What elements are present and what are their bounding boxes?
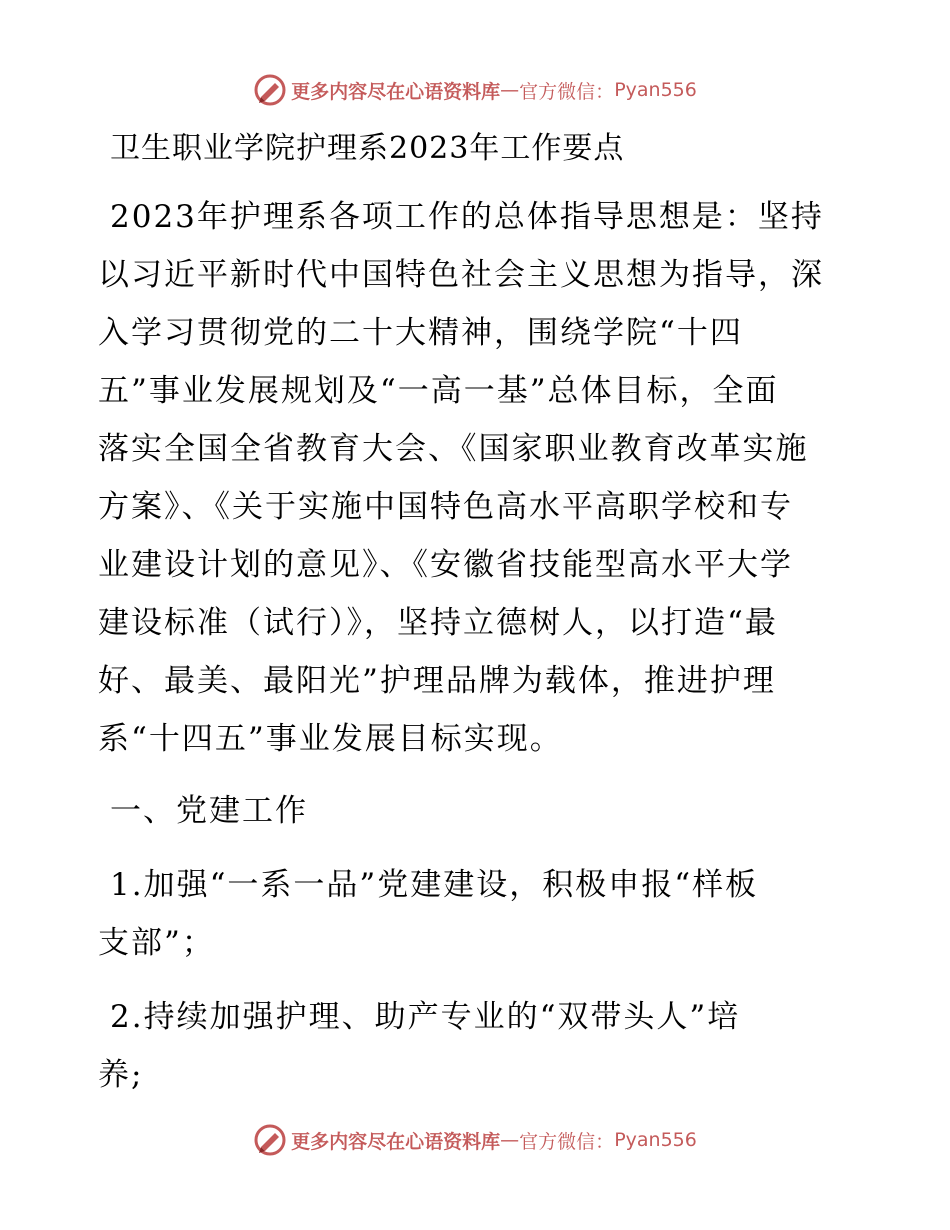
intro-line: 2023年护理系各项工作的总体指导思想是：坚持 xyxy=(110,199,824,235)
list-item-line: 养; xyxy=(98,1057,144,1093)
intro-line: 落实全国全省教育大会、《国家职业教育改革实施 xyxy=(98,431,809,467)
watermark-wechat-id: Pyan556 xyxy=(614,79,697,101)
intro-line: 系“十四五”事业发展目标实现。 xyxy=(98,721,563,757)
intro-line: 入学习贯彻党的二十大精神，围绕学院“十四 xyxy=(98,315,743,351)
document-title: 卫生职业学院护理系2023年工作要点 xyxy=(110,131,625,166)
watermark-separator: — xyxy=(500,1129,520,1151)
watermark-title: 更多内容尽在心语资料库 xyxy=(291,1130,501,1153)
watermark-wechat-label: 官方微信： xyxy=(519,1130,615,1153)
document-body xyxy=(98,120,858,1104)
watermark-separator: — xyxy=(500,79,520,101)
list-item-line: 支部”； xyxy=(98,925,215,961)
watermark-title: 更多内容尽在心语资料库 xyxy=(291,80,501,103)
intro-line: 好、最美、最阳光”护理品牌为载体，推进护理 xyxy=(98,663,776,699)
intro-line: 以习近平新时代中国特色社会主义思想为指导，深 xyxy=(98,257,824,293)
section-heading-party-building: 一、党建工作 xyxy=(110,793,308,829)
watermark-wechat-label: 官方微信： xyxy=(519,80,615,103)
intro-line: 业建设计划的意见》、《安徽省技能型高水平大学 xyxy=(98,547,793,583)
list-item xyxy=(98,988,858,1104)
list-item xyxy=(98,856,858,972)
watermark-header xyxy=(0,70,950,110)
intro-line: 方案》、《关于实施中国特色高水平高职学校和专 xyxy=(98,489,793,525)
list-item-line: 2.持续加强护理、助产专业的“双带头人”培 xyxy=(110,999,741,1035)
intro-line: 五”事业发展规划及“一高一基”总体目标，全面 xyxy=(98,373,779,409)
watermark-wechat-id: Pyan556 xyxy=(614,1129,697,1151)
intro-paragraph xyxy=(98,188,858,768)
pen-logo-icon xyxy=(253,73,287,107)
pen-logo-icon xyxy=(253,1123,287,1157)
watermark-footer xyxy=(0,1120,950,1160)
intro-line: 建设标准（试行）》，坚持立德树人，以打造“最 xyxy=(98,605,778,641)
list-item-line: 1.加强“一系一品”党建建设，积极申报“样板 xyxy=(110,867,759,903)
